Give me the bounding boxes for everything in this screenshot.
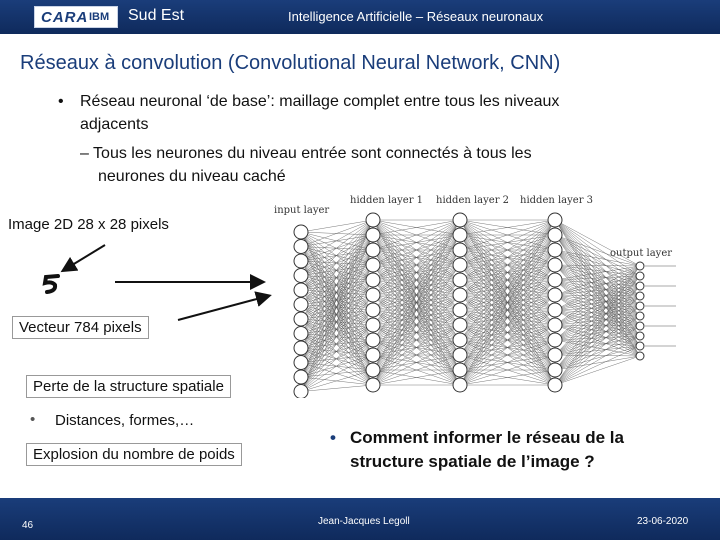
connection-line — [555, 296, 640, 370]
neuron — [548, 363, 562, 377]
neuron — [636, 322, 644, 330]
neuron — [366, 258, 380, 272]
neuron — [294, 370, 308, 384]
neuron — [294, 269, 308, 283]
neuron — [636, 302, 644, 310]
neuron — [294, 385, 308, 399]
neuron — [366, 243, 380, 257]
neuron — [366, 288, 380, 302]
neuron — [636, 272, 644, 280]
connection-line — [555, 220, 640, 266]
sub-bullet-line-b: neurones du niveau caché — [98, 168, 286, 185]
hidden-layer-1-label: hidden layer 1 — [350, 195, 424, 206]
neuron — [636, 342, 644, 350]
neuron — [366, 348, 380, 362]
connection-line — [555, 235, 640, 286]
neuron — [453, 228, 467, 242]
bullet-dot-1: • — [58, 93, 64, 110]
neuron — [636, 332, 644, 340]
neural-network-diagram — [270, 186, 710, 398]
neuron — [453, 258, 467, 272]
connection-line — [555, 346, 640, 385]
logo-text: CARA — [41, 9, 89, 26]
neuron — [548, 318, 562, 332]
sub-bullet-line-a: – Tous les neurones du niveau entrée sont connectés à tous les — [80, 145, 532, 162]
neuron — [294, 356, 308, 370]
neuron — [453, 303, 467, 317]
neuron — [366, 318, 380, 332]
hidden-layer-2-label: hidden layer 2 — [436, 195, 510, 206]
neuron — [548, 228, 562, 242]
neuron — [453, 288, 467, 302]
neuron — [548, 243, 562, 257]
neuron — [636, 312, 644, 320]
footer-author: Jean-Jacques Legoll — [318, 516, 410, 527]
image-2d-label: Image 2D 28 x 28 pixels — [8, 216, 169, 233]
connection-line — [301, 220, 373, 247]
bullet-dot-2: • — [30, 411, 36, 428]
neuron — [548, 288, 562, 302]
neuron — [548, 348, 562, 362]
output-layer-label: output layer — [610, 248, 673, 259]
neuron — [294, 225, 308, 239]
footer-date: 23-06-2020 — [637, 516, 689, 527]
neuron — [366, 273, 380, 287]
site-name: Sud Est — [128, 7, 185, 24]
explosion-label: Explosion du nombre de poids — [26, 443, 242, 466]
neuron — [453, 318, 467, 332]
neuron — [294, 240, 308, 254]
connection-line — [301, 276, 373, 311]
neuron — [294, 254, 308, 268]
slide-heading: Réseaux à convolution (Convolutional Neural Network, CNN) — [20, 52, 561, 74]
distances-label: Distances, formes,… — [55, 412, 195, 429]
connection-line — [301, 305, 373, 356]
arrow-from-label — [64, 245, 105, 270]
neuron — [366, 213, 380, 227]
neuron — [453, 333, 467, 347]
input-layer-label: input layer — [274, 205, 330, 216]
neuron — [548, 378, 562, 392]
neuron — [636, 262, 644, 270]
neuron — [294, 298, 308, 312]
connection-line — [301, 325, 373, 334]
neuron — [453, 213, 467, 227]
neuron — [548, 213, 562, 227]
neuron — [636, 282, 644, 290]
neuron — [548, 273, 562, 287]
neuron — [294, 312, 308, 326]
perte-label: Perte de la structure spatiale — [26, 375, 231, 398]
neuron — [453, 363, 467, 377]
neuron — [366, 363, 380, 377]
neuron — [548, 333, 562, 347]
neuron — [636, 352, 644, 360]
hidden-layer-3-label: hidden layer 3 — [520, 195, 594, 206]
neuron — [294, 341, 308, 355]
neuron — [366, 228, 380, 242]
neuron — [366, 333, 380, 347]
page-number: 46 — [22, 520, 34, 531]
neuron — [453, 243, 467, 257]
digit-five-glyph — [45, 276, 58, 292]
neuron — [294, 283, 308, 297]
vector-label: Vecteur 784 pixels — [12, 316, 149, 339]
arrow-vector-to-network — [178, 296, 268, 320]
network-connections — [301, 220, 640, 392]
question-line-a: Comment informer le réseau de la — [350, 428, 624, 447]
logo-ibm: IBM — [89, 11, 110, 23]
bullet-dot-3: • — [330, 428, 336, 447]
bullet-1-line-b: adjacents — [80, 116, 149, 133]
neuron — [366, 378, 380, 392]
neuron — [366, 303, 380, 317]
bullet-1-line-a: Réseau neuronal ‘de base’: maillage complet entre tous les niveaux — [80, 93, 560, 110]
neuron — [548, 258, 562, 272]
neuron — [453, 348, 467, 362]
header-title: Intelligence Artificielle – Réseaux neuronaux — [288, 9, 544, 24]
neuron — [548, 303, 562, 317]
connection-line — [301, 290, 373, 340]
neuron — [636, 292, 644, 300]
neuron — [294, 327, 308, 341]
question-line-b: structure spatiale de l’image ? — [350, 452, 595, 471]
neuron — [453, 273, 467, 287]
connection-line — [555, 326, 640, 370]
neuron — [453, 378, 467, 392]
